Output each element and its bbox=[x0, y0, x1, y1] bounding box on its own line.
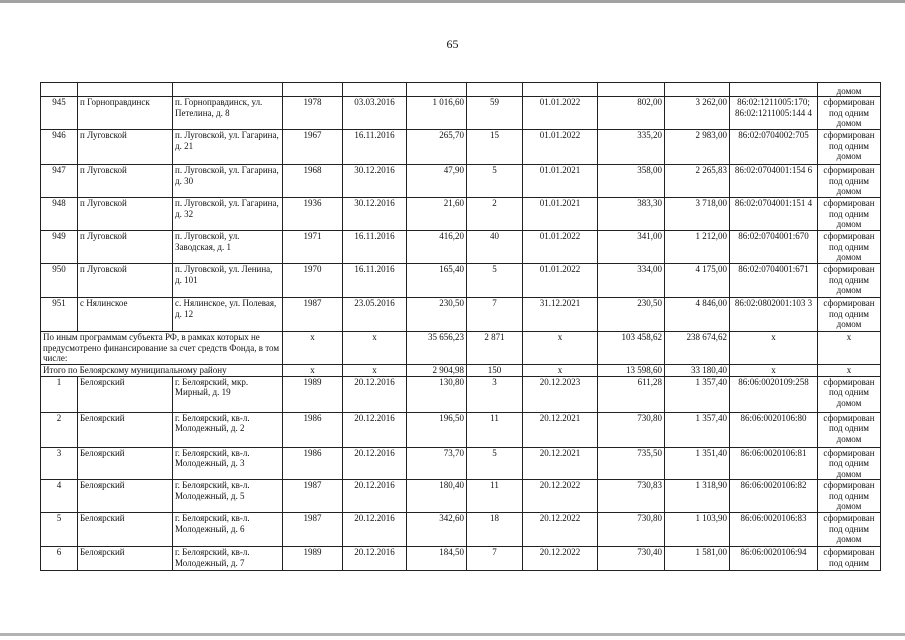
cost-cell: 3 718,00 bbox=[665, 198, 730, 231]
residents-cell: 15 bbox=[467, 130, 523, 165]
residents-cell: 11 bbox=[467, 412, 523, 447]
area2-cell: 611,28 bbox=[598, 376, 665, 412]
table-row bbox=[41, 130, 881, 165]
address-cell: п. Луговской, ул. Гагарина, д. 30 bbox=[173, 165, 283, 198]
summary-cost-cell: 33 180,40 bbox=[665, 365, 730, 377]
summary-label-cell: Итого по Белоярскому муниципальному району bbox=[41, 365, 283, 377]
residents-cell: 11 bbox=[467, 480, 523, 513]
summary-c2-cell: x bbox=[343, 332, 407, 365]
settlement-cell: п Луговской bbox=[78, 198, 173, 231]
area2-cell: 334,00 bbox=[598, 264, 665, 298]
area2-cell: 730,40 bbox=[598, 547, 665, 571]
area-cell: 1 016,60 bbox=[407, 97, 467, 130]
settlement-cell: с Нялинское bbox=[78, 298, 173, 332]
row-number-cell: 6 bbox=[41, 547, 78, 571]
area2-cell: 335,20 bbox=[598, 130, 665, 165]
date-end-cell: 01.01.2022 bbox=[523, 130, 598, 165]
status-cell: сформирован под одним домом bbox=[818, 513, 881, 547]
register-table bbox=[40, 82, 881, 571]
residents-cell: 59 bbox=[467, 97, 523, 130]
cadastral-cell: 86:06:0020106:94 bbox=[730, 547, 818, 571]
area-cell: 265,70 bbox=[407, 130, 467, 165]
page-number: 65 bbox=[446, 37, 459, 51]
address-cell: п. Луговской, ул. Гагарина, д. 21 bbox=[173, 130, 283, 165]
residents-cell: 5 bbox=[467, 165, 523, 198]
area2-cell: 358,00 bbox=[598, 165, 665, 198]
cost-cell: 4 846,00 bbox=[665, 298, 730, 332]
settlement-cell: Белоярский bbox=[78, 376, 173, 412]
settlement-cell: п Горноправдинск bbox=[78, 97, 173, 130]
summary-label-cell: По иным программам субъекта РФ, в рамках которых не предусмотрено финансирование за счет средств Фонда, в том числе: bbox=[41, 332, 283, 365]
address-cell: г. Белоярский, кв-л. Молодежный, д. 6 bbox=[173, 513, 283, 547]
area-cell: 342,60 bbox=[407, 513, 467, 547]
summary-row bbox=[41, 365, 881, 377]
address-cell: с. Нялинское, ул. Полевая, д. 12 bbox=[173, 298, 283, 332]
row-number-cell: 949 bbox=[41, 231, 78, 264]
year-cell: 1936 bbox=[283, 198, 343, 231]
cadastral-cell: 86:02:0704001:151 4 bbox=[730, 198, 818, 231]
status-cell: сформирован под одним домом bbox=[818, 376, 881, 412]
area-cell: 73,70 bbox=[407, 447, 467, 480]
year-cell: 1987 bbox=[283, 513, 343, 547]
table-row bbox=[41, 264, 881, 298]
status-cell: сформирован под одним домом bbox=[818, 198, 881, 231]
area-cell: 196,50 bbox=[407, 412, 467, 447]
status-cell: сформирован под одним домом bbox=[818, 165, 881, 198]
area-cell: 180,40 bbox=[407, 480, 467, 513]
status-cell: сформирован под одним домом bbox=[818, 231, 881, 264]
summary-c1-cell: x bbox=[283, 332, 343, 365]
date-start-cell: 30.12.2016 bbox=[343, 165, 407, 198]
date-end-cell: 01.01.2022 bbox=[523, 231, 598, 264]
area2-cell: 341,00 bbox=[598, 231, 665, 264]
table-row bbox=[41, 547, 881, 571]
table-row bbox=[41, 231, 881, 264]
year-cell: 1986 bbox=[283, 412, 343, 447]
residents-cell: 18 bbox=[467, 513, 523, 547]
table-row bbox=[41, 376, 881, 412]
area2-cell: 730,80 bbox=[598, 513, 665, 547]
cadastral-cell: 86:06:0020106:82 bbox=[730, 480, 818, 513]
cost-cell: 2 983,00 bbox=[665, 130, 730, 165]
date-start-cell: 16.11.2016 bbox=[343, 264, 407, 298]
cost-cell: 1 103,90 bbox=[665, 513, 730, 547]
table-row bbox=[41, 97, 881, 130]
date-start-cell: 20.12.2016 bbox=[343, 547, 407, 571]
date-start-cell: 20.12.2016 bbox=[343, 376, 407, 412]
table-row bbox=[41, 480, 881, 513]
cadastral-cell: 86:02:1211005:170; 86:02:1211005:144 4 bbox=[730, 97, 818, 130]
date-start-cell: 03.03.2016 bbox=[343, 97, 407, 130]
cost-cell: 3 262,00 bbox=[665, 97, 730, 130]
area-cell: 184,50 bbox=[407, 547, 467, 571]
cadastral-cell: 86:06:0020109:258 bbox=[730, 376, 818, 412]
summary-c5-cell: x bbox=[818, 365, 881, 377]
date-end-cell: 01.01.2021 bbox=[523, 165, 598, 198]
settlement-cell: Белоярский bbox=[78, 547, 173, 571]
cost-cell: 1 357,40 bbox=[665, 376, 730, 412]
year-cell: 1989 bbox=[283, 547, 343, 571]
date-end-cell: 20.12.2022 bbox=[523, 547, 598, 571]
address-cell: п. Горноправдинск, ул. Петелина, д. 8 bbox=[173, 97, 283, 130]
cost-cell: 2 265,83 bbox=[665, 165, 730, 198]
summary-c4-cell: x bbox=[730, 365, 818, 377]
cost-cell: 1 318,90 bbox=[665, 480, 730, 513]
carry-row bbox=[41, 83, 881, 97]
date-end-cell: 01.01.2021 bbox=[523, 198, 598, 231]
status-cell: сформирован под одним домом bbox=[818, 130, 881, 165]
summary-row bbox=[41, 332, 881, 365]
status-cell: сформирован под одним домом bbox=[818, 264, 881, 298]
table-row bbox=[41, 412, 881, 447]
status-cell: сформирован под одним домом bbox=[818, 412, 881, 447]
table-row bbox=[41, 198, 881, 231]
residents-cell: 7 bbox=[467, 298, 523, 332]
area2-cell: 730,83 bbox=[598, 480, 665, 513]
date-end-cell: 20.12.2023 bbox=[523, 376, 598, 412]
year-cell: 1989 bbox=[283, 376, 343, 412]
year-cell: 1978 bbox=[283, 97, 343, 130]
summary-area2-cell: 13 598,60 bbox=[598, 365, 665, 377]
table-body bbox=[41, 83, 881, 571]
row-number-cell: 946 bbox=[41, 130, 78, 165]
area-cell: 416,20 bbox=[407, 231, 467, 264]
residents-cell: 5 bbox=[467, 447, 523, 480]
cadastral-cell: 86:06:0020106:81 bbox=[730, 447, 818, 480]
row-number-cell: 5 bbox=[41, 513, 78, 547]
cadastral-cell: 86:06:0020106:83 bbox=[730, 513, 818, 547]
row-number-cell: 4 bbox=[41, 480, 78, 513]
row-number-cell: 3 bbox=[41, 447, 78, 480]
summary-people-cell: 150 bbox=[467, 365, 523, 377]
cadastral-cell: 86:02:0704001:154 6 bbox=[730, 165, 818, 198]
residents-cell: 7 bbox=[467, 547, 523, 571]
summary-area2-cell: 103 458,62 bbox=[598, 332, 665, 365]
date-start-cell: 20.12.2016 bbox=[343, 513, 407, 547]
row-number-cell: 950 bbox=[41, 264, 78, 298]
settlement-cell: п Луговской bbox=[78, 231, 173, 264]
cost-cell: 1 351,40 bbox=[665, 447, 730, 480]
row-number-cell: 1 bbox=[41, 376, 78, 412]
summary-c4-cell: x bbox=[730, 332, 818, 365]
address-cell: г. Белоярский, кв-л. Молодежный, д. 5 bbox=[173, 480, 283, 513]
address-cell: п. Луговской, ул. Заводская, д. 1 bbox=[173, 231, 283, 264]
carry-status: домом bbox=[818, 83, 881, 97]
date-start-cell: 30.12.2016 bbox=[343, 198, 407, 231]
summary-c3-cell: x bbox=[523, 365, 598, 377]
summary-c5-cell: x bbox=[818, 332, 881, 365]
table-row bbox=[41, 513, 881, 547]
summary-c2-cell: x bbox=[343, 365, 407, 377]
status-cell: сформирован под одним домом bbox=[818, 480, 881, 513]
date-start-cell: 20.12.2016 bbox=[343, 447, 407, 480]
address-cell: г. Белоярский, мкр. Мирный, д. 19 bbox=[173, 376, 283, 412]
date-start-cell: 23.05.2016 bbox=[343, 298, 407, 332]
address-cell: г. Белоярский, кв-л. Молодежный, д. 3 bbox=[173, 447, 283, 480]
residents-cell: 5 bbox=[467, 264, 523, 298]
year-cell: 1987 bbox=[283, 480, 343, 513]
cadastral-cell: 86:02:0802001:103 3 bbox=[730, 298, 818, 332]
year-cell: 1986 bbox=[283, 447, 343, 480]
table-row bbox=[41, 165, 881, 198]
year-cell: 1971 bbox=[283, 231, 343, 264]
area2-cell: 730,80 bbox=[598, 412, 665, 447]
residents-cell: 2 bbox=[467, 198, 523, 231]
date-start-cell: 16.11.2016 bbox=[343, 130, 407, 165]
date-end-cell: 01.01.2022 bbox=[523, 97, 598, 130]
cost-cell: 1 212,00 bbox=[665, 231, 730, 264]
date-start-cell: 20.12.2016 bbox=[343, 412, 407, 447]
address-cell: п. Луговской, ул. Ленина, д. 101 bbox=[173, 264, 283, 298]
settlement-cell: Белоярский bbox=[78, 513, 173, 547]
cadastral-cell: 86:02:0704001:671 bbox=[730, 264, 818, 298]
settlement-cell: п Луговской bbox=[78, 165, 173, 198]
date-end-cell: 20.12.2021 bbox=[523, 412, 598, 447]
address-cell: п. Луговской, ул. Гагарина, д. 32 bbox=[173, 198, 283, 231]
settlement-cell: Белоярский bbox=[78, 412, 173, 447]
year-cell: 1967 bbox=[283, 130, 343, 165]
area2-cell: 383,30 bbox=[598, 198, 665, 231]
settlement-cell: Белоярский bbox=[78, 447, 173, 480]
year-cell: 1970 bbox=[283, 264, 343, 298]
row-number-cell: 945 bbox=[41, 97, 78, 130]
area-cell: 21,60 bbox=[407, 198, 467, 231]
summary-c3-cell: x bbox=[523, 332, 598, 365]
year-cell: 1987 bbox=[283, 298, 343, 332]
summary-cost-cell: 238 674,62 bbox=[665, 332, 730, 365]
cost-cell: 4 175,00 bbox=[665, 264, 730, 298]
cadastral-cell: 86:02:0704002:705 bbox=[730, 130, 818, 165]
date-start-cell: 16.11.2016 bbox=[343, 231, 407, 264]
summary-area-cell: 2 904,98 bbox=[407, 365, 467, 377]
area-cell: 47,90 bbox=[407, 165, 467, 198]
cost-cell: 1 581,00 bbox=[665, 547, 730, 571]
status-cell: сформирован под одним домом bbox=[818, 97, 881, 130]
date-end-cell: 01.01.2022 bbox=[523, 264, 598, 298]
row-number-cell: 947 bbox=[41, 165, 78, 198]
date-start-cell: 20.12.2016 bbox=[343, 480, 407, 513]
summary-c1-cell: x bbox=[283, 365, 343, 377]
cadastral-cell: 86:02:0704001:670 bbox=[730, 231, 818, 264]
area2-cell: 230,50 bbox=[598, 298, 665, 332]
date-end-cell: 31.12.2021 bbox=[523, 298, 598, 332]
date-end-cell: 20.12.2021 bbox=[523, 447, 598, 480]
residents-cell: 40 bbox=[467, 231, 523, 264]
page-bottom-edge bbox=[0, 633, 905, 636]
address-cell: г. Белоярский, кв-л. Молодежный, д. 2 bbox=[173, 412, 283, 447]
row-number-cell: 2 bbox=[41, 412, 78, 447]
date-end-cell: 20.12.2022 bbox=[523, 480, 598, 513]
page-top-edge bbox=[0, 0, 905, 3]
area2-cell: 735,50 bbox=[598, 447, 665, 480]
cadastral-cell: 86:06:0020106:80 bbox=[730, 412, 818, 447]
status-cell: сформирован под одним домом bbox=[818, 298, 881, 332]
area-cell: 165,40 bbox=[407, 264, 467, 298]
settlement-cell: п Луговской bbox=[78, 264, 173, 298]
table-row bbox=[41, 447, 881, 480]
row-number-cell: 948 bbox=[41, 198, 78, 231]
summary-people-cell: 2 871 bbox=[467, 332, 523, 365]
address-cell: г. Белоярский, кв-л. Молодежный, д. 7 bbox=[173, 547, 283, 571]
date-end-cell: 20.12.2022 bbox=[523, 513, 598, 547]
status-cell: сформирован под одним bbox=[818, 547, 881, 571]
year-cell: 1968 bbox=[283, 165, 343, 198]
cost-cell: 1 357,40 bbox=[665, 412, 730, 447]
settlement-cell: Белоярский bbox=[78, 480, 173, 513]
summary-area-cell: 35 656,23 bbox=[407, 332, 467, 365]
status-cell: сформирован под одним домом bbox=[818, 447, 881, 480]
table-row bbox=[41, 298, 881, 332]
area-cell: 230,50 bbox=[407, 298, 467, 332]
area-cell: 130,80 bbox=[407, 376, 467, 412]
area2-cell: 802,00 bbox=[598, 97, 665, 130]
residents-cell: 3 bbox=[467, 376, 523, 412]
settlement-cell: п Луговской bbox=[78, 130, 173, 165]
row-number-cell: 951 bbox=[41, 298, 78, 332]
